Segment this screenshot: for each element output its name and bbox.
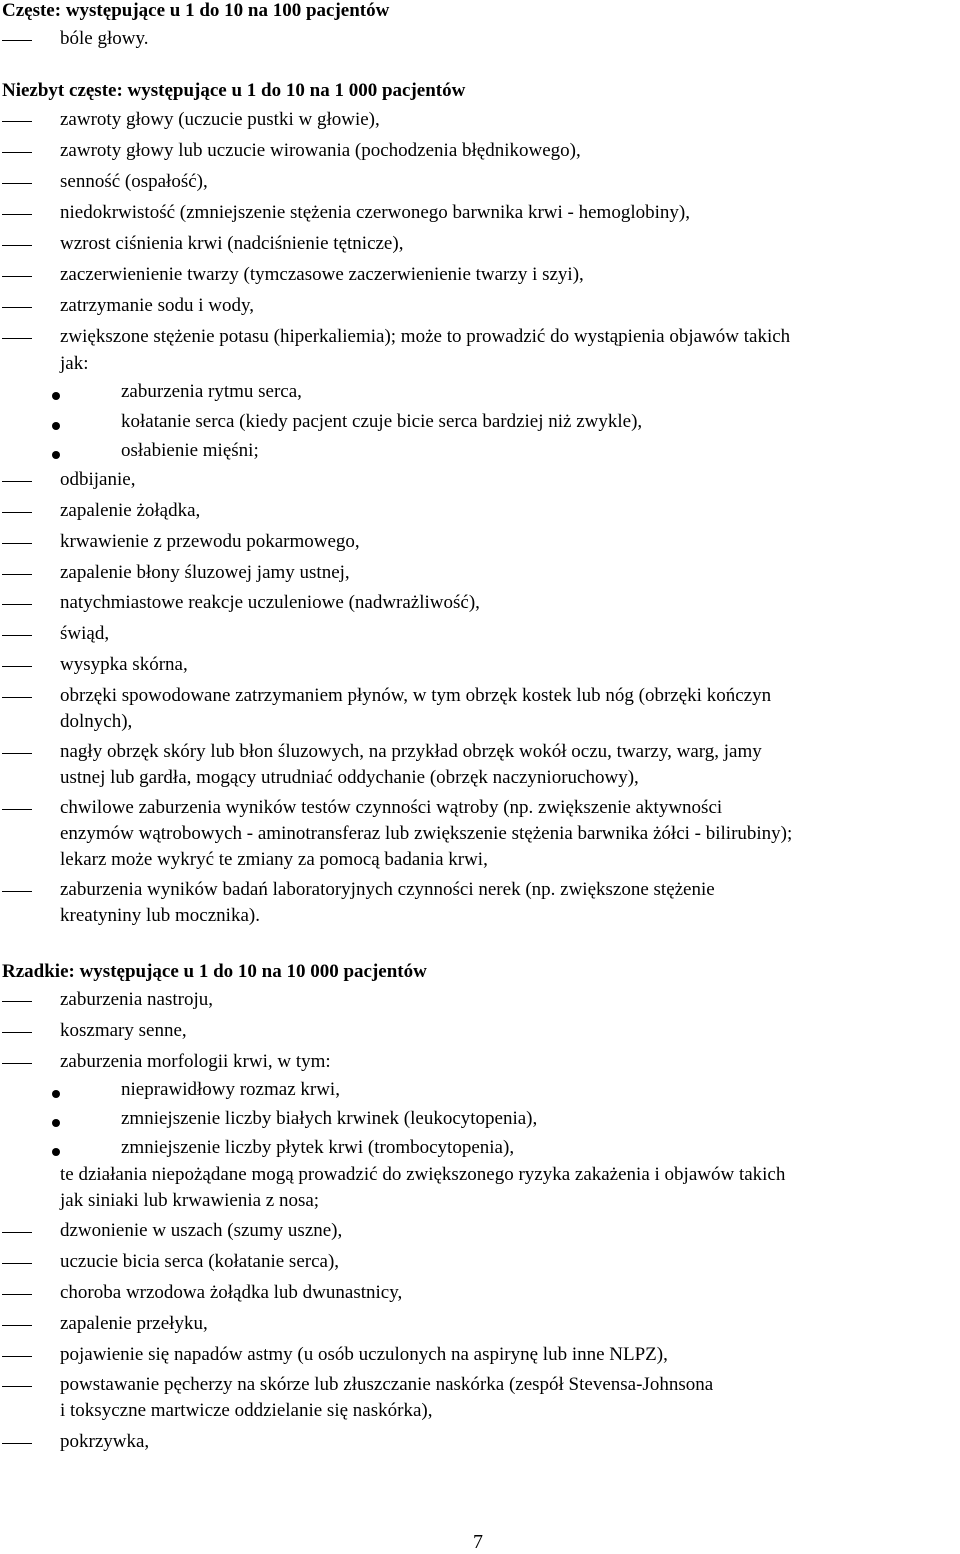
dash-bullet (2, 1294, 32, 1295)
list-item: pokrzywka, (60, 1431, 150, 1452)
list-item: pojawienie się napadów astmy (u osób uczulonych na aspirynę lub inne NLPZ), (60, 1344, 668, 1365)
dot-bullet (52, 1090, 60, 1098)
dash-bullet (2, 574, 32, 575)
list-item: zapalenie przełyku, (60, 1313, 208, 1334)
list-item-continuation: jak siniaki lub krwawienia z nosa; (60, 1190, 320, 1211)
dash-bullet (2, 543, 32, 544)
dash-bullet (2, 1325, 32, 1326)
list-item: zapalenie błony śluzowej jamy ustnej, (60, 562, 350, 583)
section-heading-uncommon: Niezbyt częste: występujące u 1 do 10 na 1 000 pacjentów (2, 80, 466, 101)
dash-bullet (2, 307, 32, 308)
sub-list-item: kołatanie serca (kiedy pacjent czuje bicie serca bardziej niż zwykle), (121, 411, 643, 432)
dash-bullet (2, 152, 32, 153)
dash-bullet (2, 214, 32, 215)
list-item: dzwonienie w uszach (szumy uszne), (60, 1220, 343, 1241)
list-item: zatrzymanie sodu i wody, (60, 295, 254, 316)
sub-list-item: nieprawidłowy rozmaz krwi, (121, 1079, 340, 1100)
list-item: choroba wrzodowa żołądka lub dwunastnicy, (60, 1282, 403, 1303)
list-item: zwiększone stężenie potasu (hiperkaliemia); może to prowadzić do wystąpienia objawów takich (60, 326, 791, 347)
list-item: chwilowe zaburzenia wyników testów czynności wątroby (np. zwiększenie aktywności (60, 797, 723, 818)
list-item: senność (ospałość), (60, 171, 208, 192)
dash-bullet (2, 809, 32, 810)
list-item: obrzęki spowodowane zatrzymaniem płynów, w tym obrzęk kostek lub nóg (obrzęki kończyn (60, 685, 772, 706)
list-item: krwawienie z przewodu pokarmowego, (60, 531, 360, 552)
list-item: zaburzenia wyników badań laboratoryjnych czynności nerek (np. zwiększone stężenie (60, 879, 715, 900)
dot-bullet (52, 422, 60, 430)
dash-bullet (2, 183, 32, 184)
sub-list-item: zaburzenia rytmu serca, (121, 381, 302, 402)
list-item: zawroty głowy lub uczucie wirowania (pochodzenia błędnikowego), (60, 140, 581, 161)
list-item-continuation: i toksyczne martwicze oddzielanie się naskórka), (60, 1400, 433, 1421)
dash-bullet (2, 481, 32, 482)
list-item: niedokrwistość (zmniejszenie stężenia czerwonego barwnika krwi - hemoglobiny), (60, 202, 690, 223)
list-item: wzrost ciśnienia krwi (nadciśnienie tętnicze), (60, 233, 404, 254)
dash-bullet (2, 1063, 32, 1064)
dash-bullet (2, 891, 32, 892)
list-item: natychmiastowe reakcje uczuleniowe (nadwrażliwość), (60, 592, 480, 613)
dot-bullet (52, 392, 60, 400)
section-heading-rare: Rzadkie: występujące u 1 do 10 na 10 000 pacjentów (2, 961, 427, 982)
list-item-continuation: ustnej lub gardła, mogący utrudniać oddychanie (obrzęk naczynioruchowy), (60, 767, 639, 788)
dash-bullet (2, 245, 32, 246)
dash-bullet (2, 604, 32, 605)
dot-bullet (52, 451, 60, 459)
list-item-continuation: enzymów wątrobowych - aminotransferaz lub zwiększenie stężenia barwnika żółci - bilirubiny); (60, 823, 793, 844)
sub-list-item: zmniejszenie liczby białych krwinek (leukocytopenia), (121, 1108, 538, 1129)
list-item: zaburzenia morfologii krwi, w tym: (60, 1051, 331, 1072)
dash-bullet (2, 276, 32, 277)
list-item: nagły obrzęk skóry lub błon śluzowych, na przykład obrzęk wokół oczu, twarzy, warg, jamy (60, 741, 762, 762)
dash-bullet (2, 1443, 32, 1444)
dash-bullet (2, 1386, 32, 1387)
list-item: koszmary senne, (60, 1020, 187, 1041)
section-heading-common: Częste: występujące u 1 do 10 na 100 pacjentów (2, 0, 390, 21)
list-item: zaczerwienienie twarzy (tymczasowe zaczerwienienie twarzy i szyi), (60, 264, 584, 285)
dash-bullet (2, 1032, 32, 1033)
list-item-continuation: jak: (60, 353, 89, 374)
sub-list-item: zmniejszenie liczby płytek krwi (trombocytopenia), (121, 1137, 515, 1158)
list-item: bóle głowy. (60, 28, 149, 49)
page-number: 7 (473, 1531, 483, 1553)
list-item: świąd, (60, 623, 110, 644)
dash-bullet (2, 338, 32, 339)
list-item-continuation: dolnych), (60, 711, 133, 732)
list-item-continuation: te działania niepożądane mogą prowadzić do zwiększonego ryzyka zakażenia i objawów takich (60, 1164, 786, 1185)
list-item: zawroty głowy (uczucie pustki w głowie), (60, 109, 380, 130)
dash-bullet (2, 666, 32, 667)
dash-bullet (2, 1263, 32, 1264)
dash-bullet (2, 1356, 32, 1357)
dash-bullet (2, 121, 32, 122)
list-item: powstawanie pęcherzy na skórze lub złuszczanie naskórka (zespół Stevensa-Johnsona (60, 1374, 714, 1395)
dash-bullet (2, 512, 32, 513)
list-item: zaburzenia nastroju, (60, 989, 213, 1010)
dot-bullet (52, 1148, 60, 1156)
list-item: uczucie bicia serca (kołatanie serca), (60, 1251, 340, 1272)
dash-bullet (2, 1232, 32, 1233)
dash-bullet (2, 1001, 32, 1002)
sub-list-item: osłabienie mięśni; (121, 440, 259, 461)
dash-bullet (2, 635, 32, 636)
dash-bullet (2, 40, 32, 41)
list-item: zapalenie żołądka, (60, 500, 201, 521)
dash-bullet (2, 697, 32, 698)
list-item-continuation: kreatyniny lub mocznika). (60, 905, 260, 926)
list-item: odbijanie, (60, 469, 136, 490)
dot-bullet (52, 1119, 60, 1127)
dash-bullet (2, 753, 32, 754)
list-item-continuation: lekarz może wykryć te zmiany za pomocą badania krwi, (60, 849, 488, 870)
list-item: wysypka skórna, (60, 654, 188, 675)
